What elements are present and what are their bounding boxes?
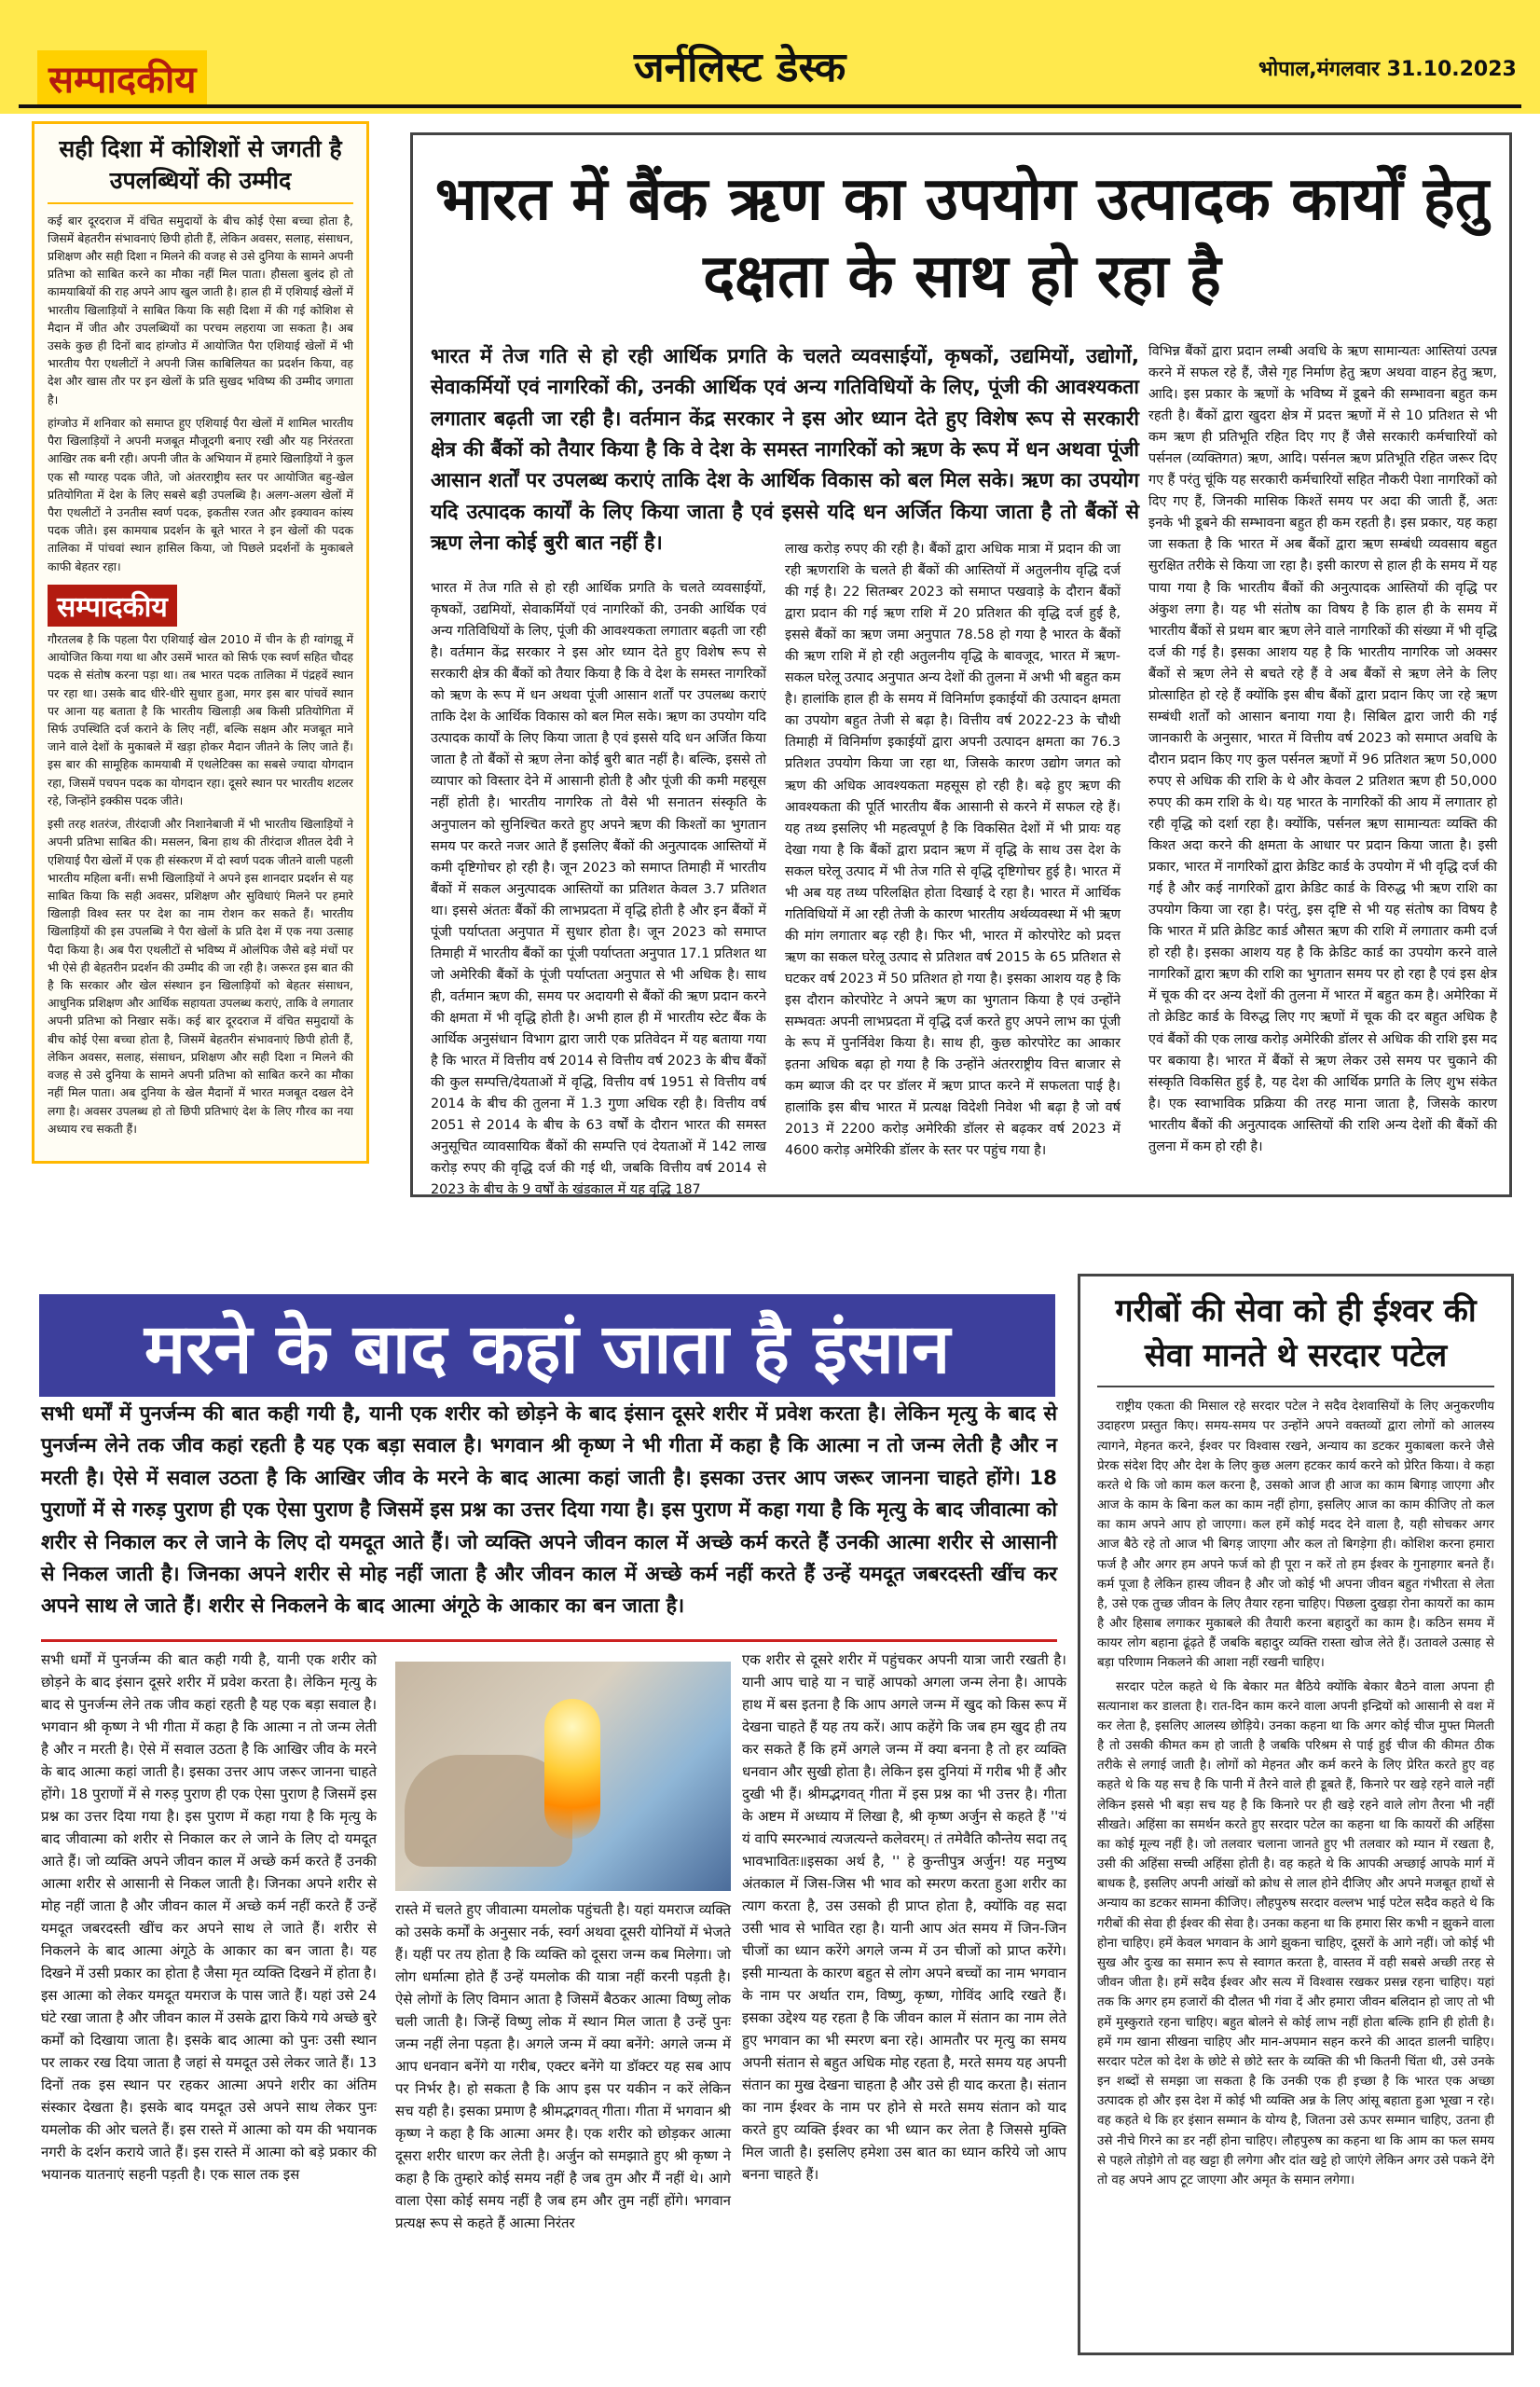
afterlife-column-2: रास्ते में चलते हुए जीवात्मा यमलोक पहुंचती है। यहां यमराज व्यक्ति को उसके कर्मों के अनुसार नर्क, स्वर्ग अथवा दूसरी योनियों में भेजते हैं। यहीं पर तय होता है कि व्यक्ति को दूसरा जन्म कब मिलेगा। जो लोग धर्मात्मा होते हैं उन्हें यमलोक की यात्रा नहीं करनी पड़ती है। ऐसे लोगों के लिए विमान आता है जिसमें बैठकर आत्मा विष्णु लोक चली जाती है। जिन्हें विष्णु लोक में स्थान मिल जाता है उन्हें पुनः जन्म नहीं लेना पड़ता है। अगले जन्म में क्या बनेंगे: अगले जन्म में आप धनवान बनेंगे या गरीब, एक्टर बनेंगे या डॉक्टर यह सब आप पर निर्भर है। हो सकता है कि आप इस पर यकीन न करें लेकिन सच यही है। इसका प्रमाण है श्रीमद्भगवत् गीता। गीता में भगवान श्री कृष्ण ने कहा है कि आत्मा अमर है। एक शरीर को छोड़कर आत्मा दूसरा शरीर धारण कर लेती है। अर्जुन को समझाते हुए श्री कृष्ण ने कहा है कि तुम्हारे कोई समय नहीं है जब तुम और मैं नहीं थे। आगे वाला ऐसा कोई समय नहीं है जब हम और तुम नहीं होंगे। भगवान प्रत्यक्ष रूप से कहते हैं आत्मा निरंतर (395, 1901, 731, 2231)
afterlife-photo (395, 1662, 731, 1891)
patel-title: गरीबों की सेवा को ही ईश्वर की सेवा मानते थे सरदार पटेल (1097, 1290, 1494, 1387)
editorial-paragraph: इसी तरह शतरंज, तीरंदाजी और निशानेबाजी में भी भारतीय खिलाड़ियों ने अपनी प्रतिभा साबित की। मसलन, बिना हाथ की तीरंदाज शीतल देवी ने एशियाई पैरा खेलों में एक ही संस्करण में दो स्वर्ण पदक जीतने वाली पहली भारतीय महिला बनीं। सभी खिलाड़ियों ने अपने इस शानदार प्रदर्शन से यह साबित किया कि सही अवसर, प्रशिक्षण और सुविधाएं मिलने पर हमारे खिलाड़ी विश्व स्तर पर देश का नाम रोशन कर सकते हैं। भारतीय खिलाड़ियों की इस उपलब्धि ने पैरा खेलों के प्रति देश में एक नया उत्साह पैदा किया है। अब पैरा एथलीटों से भविष्य में ओलंपिक जैसे बड़े मंचों पर भी ऐसे ही बेहतरीन प्रदर्शन की उम्मीद की जा रही है। जरूरत इस बात की है कि सरकार और खेल संस्थान इन खिलाड़ियों को बेहतर संसाधन, आधुनिक प्रशिक्षण और आर्थिक सहायता उपलब्ध कराएं, ताकि वे लगातार अपनी प्रतिभा को निखार सकें। कई बार दूरदराज में वंचित समुदायों के बीच कोई ऐसा बच्चा होता है, जिसमें बेहतरीन संभावनाएं छिपी होती हैं, लेकिन अवसर, सलाह, संसाधन, प्रशिक्षण और सही दिशा न मिलने की वजह से उसे दुनिया के सामने अपनी प्रतिभा को साबित करने का मौका नहीं मिल पाता। अब दुनिया के खेल मैदानों में भारत मजबूत दखल देने लगा है। अवसर उपलब्ध हो तो छिपी प्रतिभाएं देश के लिए गौरव का नया अध्याय रच सकती हैं। (48, 817, 353, 1136)
editorial-paragraph: हांग्जोउ में शनिवार को समाप्त हुए एशियाई पैरा खेलों में शामिल भारतीय पैरा खिलाड़ियों ने अपनी मजबूत मौजूदगी बनाए रखी और यह निरंतरता आखिर तक बनी रही। अपनी जीत के अभियान में हमारे खिलाड़ियों ने कुल एक सौ ग्यारह पदक जीते, जो अंतरराष्ट्रीय स्तर पर आयोजित बहु-खेल प्रतियोगिता में देश के लिए सबसे बड़ी उपलब्धि है। अलग-अलग खेलों में पैरा एथलीटों ने उनतीस स्वर्ण पदक, इकतीस रजत और इक्यावन कांस्य पदक जीते। इस कामयाब प्रदर्शन के बूते भारत ने इन खेलों की पदक तालिका में पांचवां स्थान हासिल किया, जो पिछले प्रदर्शनों के मुकाबले काफी बेहतर रहा। (48, 415, 353, 573)
editorial-paragraph: कई बार दूरदराज में वंचित समुदायों के बीच कोई ऐसा बच्चा होता है, जिसमें बेहतरीन संभावनाएं छिपी होती हैं, लेकिन अवसर, सलाह, संसाधन, प्रशिक्षण और सही दिशा न मिलने की वजह से उसे दुनिया के सामने अपनी प्रतिभा को साबित करने का मौका नहीं मिल पाता। हौसला बुलंद हो तो कामयाबियों की राह अपने आप खुल जाती है। हाल ही में एशियाई खेलों में भारतीय खिलाड़ियों ने साबित किया कि सही दिशा में की गई कोशिश से मैदान में जीत और उपलब्धियों का परचम लहराया जा सकता है। अब उसके कुछ ही दिनों बाद हांग्जोउ में आयोजित पैरा एशियाई खेलों में भी भारतीय पैरा एथलीटों ने अपनी जिस काबिलियत का प्रदर्शन किया, वह देश और खास तौर पर इन खेलों के प्रति सुखद भविष्य की उम्मीद जगाता है। (48, 213, 353, 407)
desk-title: जर्नलिस्ट डेस्क (634, 44, 846, 91)
afterlife-banner: मरने के बाद कहां जाता है इंसान (39, 1294, 1055, 1397)
editorial-column (32, 121, 369, 1164)
section-logo: सम्पादकीय (37, 50, 207, 105)
patel-paragraph: सरदार पटेल कहते थे कि बेकार मत बैठिये क्योंकि बेकार बैठने वाला अपना ही सत्यानाश कर डालता है। रात-दिन काम करने वाला अपनी इन्द्रियों को आसानी से वश में कर लेता है, इसलिए आलस्य छोड़िये। उनका कहना था कि अगर कोई चीज मुफ्त मिलती है तो उसकी कीमत कम हो जाती है जबकि परिश्रम से पाई हुई चीज की कीमत ठीक तरीके से लगाई जाती है। लोगों को मेहनत और कर्म करने के लिए प्रेरित करते हुए वह कहते थे कि यह सच है कि पानी में तैरने वाले ही डूबते हैं, किनारे पर खड़े रहने वाले नहीं लेकिन इससे भी बड़ा सच यह है कि किनारे पर ही खड़े रहने वाले लोग तैरना भी नहीं सीखते। अहिंसा का समर्थन करते हुए सरदार पटेल का कहना था कि कायरों की अहिंसा का कोई मूल्य नहीं है। जो तलवार चलाना जानते हुए भी तलवार को म्यान में रखता है, उसी की अहिंसा सच्ची अहिंसा होती है। वह कहते थे कि आपकी अच्छाई आपके मार्ग में बाधक है, इसलिए अपनी आंखों को क्रोध से लाल होने दीजिए और अपने मजबूत हाथों से अन्याय का डटकर सामना कीजिए। लौहपुरुष सरदार वल्लभ भाई पटेल सदैव कहते थे कि गरीबों की सेवा ही ईश्वर की सेवा है। उनका कहना था कि हमारा सिर कभी न झुकने वाला होना चाहिए। हमें केवल भगवान के आगे झुकना चाहिए, दूसरों के आगे नहीं। जो कोई भी सुख और दुःख का समान रूप से स्वागत करता है, वास्तव में वही सबसे अच्छी तरह से जीवन जीता है। हमें सदैव ईश्वर और सत्य में विश्वास रखकर प्रसन्न रहना चाहिए। यहां तक कि अगर हम हजारों की दौलत भी गंवा दें और हमारा जीवन बलिदान हो जाए तो भी हमें मुस्कुराते रहना चाहिए। बहुत बोलने से कोई लाभ नहीं होता बल्कि हानि ही होती है। हमें गम खाना सीखना चाहिए और मान-अपमान सहन करने की आदत डालनी चाहिए। सरदार पटेल को देश के छोटे से छोटे स्तर के व्यक्ति की भी कितनी चिंता थी, उसे उनके इन शब्दों से समझा जा सकता है कि उनकी एक ही इच्छा है कि भारत एक अच्छा उत्पादक हो और इस देश में कोई भी व्यक्ति अन्न के लिए आंसू बहाता हुआ भूखा न रहे। वह कहते थे कि हर इंसान सम्मान के योग्य है, जितना उसे ऊपर सम्मान चाहिए, उतना ही उसे नीचे गिरने का डर नहीं होना चाहिए। लौहपुरुष का कहना था कि आम का फल समय से पहले तोड़ोगे तो वह खट्टा ही लगेगा और दांत खट्टे हो जाएंगे लेकिन अगर उसे पकने देंगे तो वह अपने आप टूट जाएगा और अमृत के समान लगेगा। (1097, 1679, 1494, 2187)
afterlife-lead: सभी धर्मों में पुनर्जन्म की बात कही गयी है, यानी एक शरीर को छोड़ने के बाद इंसान दूसरे शरीर में प्रवेश करता है। लेकिन मृत्यु के बाद से पुनर्जन्म लेने तक जीव कहां रहती है यह एक बड़ा सवाल है। भगवान श्री कृष्ण ने भी गीता में कहा है कि आत्मा न तो जन्म लेती है और न मरती है। ऐसे में सवाल उठता है कि आखिर जीव के मरने के बाद आत्मा कहां जाती है। इसका उत्तर आप जरूर जानना चाहते होंगे। 18 पुराणों में से गरुड़ पुराण ही एक ऐसा पुराण है जिसमें इस प्रश्न का उत्तर दिया गया है। इस पुराण में कहा गया है कि मृत्यु के बाद जीवात्मा को शरीर से निकाल कर ले जाने के लिए दो यमदूत आते हैं। जो व्यक्ति अपने जीवन काल में अच्छे कर्म करते हैं उनकी आत्मा शरीर से आसानी से निकल जाती है। जिनका अपने शरीर से मोह नहीं जाता है और जीवन काल में अच्छे कर्म नहीं करते हैं उन्हें यमदूत जबरदस्ती खींच कर अपने साथ ले जाते हैं। शरीर से निकलने के बाद आत्मा अंगूठे के आकार का बन जाता है। (41, 1402, 1057, 1619)
section-divider (41, 1639, 1057, 1642)
editorial-badge: सम्पादकीय (48, 585, 177, 627)
patel-paragraph: राष्ट्रीय एकता की मिसाल रहे सरदार पटेल ने सदैव देशवासियों के लिए अनुकरणीय उदाहरण प्रस्तुत किए। समय-समय पर उन्होंने अपने वक्तव्यों द्वारा लोगों को आलस्य त्यागने, मेहनत करने, ईश्वर पर विश्वास रखने, अन्याय का डटकर मुकाबला करने जैसे प्रेरक संदेश दिए और देश के लिए कुछ अलग हटकर कार्य करने को प्रेरित किया। वे कहा करते थे कि जो काम कल करना है, उसको आज ही आज का काम बिगाड़ जाएगा और आज के काम के बिना कल का काम नहीं होगा, इसलिए आज का काम कीजिए तो कल का काम अपने आप हो जाएगा। कल हमें कोई मदद देने वाला है, यही सोचकर अगर आज बैठे रहे तो आज भी बिगड़ जाएगा और कल तो बिगड़ेगा ही। कोशिश करना हमारा फर्ज है और अगर हम अपने फर्ज को ही पूरा न करें तो हम ईश्वर के गुनाहगार बनते हैं। कर्म पूजा है लेकिन हास्य जीवन है और जो कोई भी अपना जीवन बहुत गंभीरता से लेता है, उसे एक तुच्छ जीवन के लिए तैयार रहना चाहिए। पिछला दुखड़ा रोना कायरों का काम है और हिसाब लगाकर मुकाबले की तैयारी करना बहादुरों का काम है। कठिन समय में कायर लोग बहाना ढूंढ़ते हैं जबकि बहादुर व्यक्ति रास्ता खोज लेते हैं। उतावले उत्साह से बड़ा परिणाम निकलने की आशा नहीं रखनी चाहिए। (1097, 1400, 1494, 1671)
editorial-paragraph: गौरतलब है कि पहला पैरा एशियाई खेल 2010 में चीन के ही ग्वांगझू में आयोजित किया गया था और उसमें भारत को सिर्फ एक स्वर्ण सहित चौदह पदक से संतोष करना पड़ा था। तब भारत पदक तालिका में पंद्रहवें स्थान पर रहा था। उसके बाद धीरे-धीरे सुधार हुआ, मगर इस बार पांचवें स्थान पर आना यह बताता है कि भारतीय खिलाड़ी अब किसी प्रतियोगिता में सिर्फ उपस्थिति दर्ज कराने के लिए नहीं, बल्कि सक्षम और मजबूत माने जाने वाले देशों के मुकाबले में खड़ा होकर मैदान जीतने के लिए जाते हैं। इस बार की सामूहिक कामयाबी में एथलेटिक्स का सबसे ज्यादा योगदान रहा, जिसमें पचपन पदक का योगदान रहा। दूसरे स्थान पर भारतीय शटलर रहे, जिन्होंने इक्कीस पदक जीते। (48, 631, 353, 807)
afterlife-column-3: एक शरीर से दूसरे शरीर में पहुंचकर अपनी यात्रा जारी रखती है। यानी आप चाहे या न चाहें आपको अगला जन्म लेना है। आपके हाथ में बस इतना है कि आप अगले जन्म में खुद को किस रूप में देखना चाहते हैं यह तय करें। आप कहेंगे कि जब हम खुद ही तय कर सकते हैं कि हमें अगले जन्म में क्या बनना है तो हर व्यक्ति धनवान और सुखी होता है। लेकिन इस दुनियां में गरीब भी हैं और दुखी भी हैं। श्रीमद्भगवत् गीता में इस प्रश्न का भी उत्तर है। गीता के अष्टम में अध्याय में लिखा है, श्री कृष्ण अर्जुन से कहते हैं ''यं यं वापि स्मरन्भावं त्यजत्यन्ते कलेवरम्। तं तमेवैति कौन्तेय सदा तद् भावभावितः॥इसका अर्थ है, '' हे कुन्तीपुत्र अर्जुन! यह मनुष्य अंतकाल में जिस-जिस भी भाव को स्मरण करता हुआ शरीर का त्याग करता है, उस उसको ही प्राप्त होता है, क्योंकि वह सदा उसी भाव से भावित रहा है। यानी आप अंत समय में जिन-जिन चीजों का ध्यान करेंगे अगले जन्म में उन चीजों को प्राप्त करेंगे। इसी मान्यता के कारण बहुत से लोग अपने बच्चों का नाम भगवान के नाम पर अर्थात राम, विष्णु, कृष्ण, गोविंद आदि रखते हैं। इसका उद्देश्य यह रहता है कि जीवन काल में संतान का नाम लेते हुए भगवान का भी स्मरण बना रहे। आमतौर पर मृत्यु का समय अपनी संतान से बहुत अधिक मोह रहता है, मरते समय यह अपनी संतान का मुख देखना चाहता है और उसे ही याद करता है। संतान का नाम ईश्वर के नाम पर होने से मरते समय संतान को याद करते हुए व्यक्ति ईश्वर का भी ध्यान कर लेता है जिससे मुक्ति मिल जाती है। इसलिए हमेशा उस बात का ध्यान करिये जो आप बनना चाहते हैं। (742, 1651, 1066, 2183)
editorial-title: सही दिशा में कोशिशों से जगती है उपलब्धियों की उम्मीद (48, 133, 353, 204)
main-column-1: भारत में तेज गति से हो रही आर्थिक प्रगति के चलते व्यवसाईयों, कृषकों, उद्यमियों, सेवाकर्मियों एवं नागरिकों की, उनकी आर्थिक एवं अन्य गतिविधियों के लिए, पूंजी की आवश्यकता लगातार बढ़ती जा रही है। वर्तमान केंद्र सरकार ने इस ओर ध्यान देते हुए विशेष रूप से सरकारी क्षेत्र की बैंकों को तैयार किया है कि वे देश के समस्त नागरिकों को ऋण के रूप में धन अथवा पूंजी आसान शर्तों पर उपलब्ध कराएं ताकि देश के आर्थिक विकास को बल मिल सके। ऋण का उपयोग यदि उत्पादक कार्यों के लिए किया जाता है एवं इससे यदि धन अर्जित किया जाता है तो बैंकों से ऋण लेना कोई बुरी बात नहीं है। बल्कि, इससे तो व्यापार को विस्तार देने में आसानी होती है और पूंजी की कमी महसूस नहीं होती है। भारतीय नागरिक तो वैसे भी सनातन संस्कृति के अनुपालन को सुनिश्चित करते हुए अपने ऋण की किश्तों का भुगतान समय पर करते नजर आते हैं इसलिए बैंकों की अनुत्पादक आस्तियों में कमी दृष्टिगोचर हो रही है। जून 2023 को समाप्त तिमाही में भारतीय बैंकों में सकल अनुत्पादक आस्तियों का प्रतिशत केवल 3.7 प्रतिशत था। इससे अंततः बैंकों की लाभप्रदता में वृद्धि होती है और इन बैंकों में पूंजी पर्याप्तता अनुपात में सुधार होता है। जून 2023 को समाप्त तिमाही में भारतीय बैंकों का पूंजी पर्याप्तता अनुपात 17.1 प्रतिशत था जो अमेरिकी बैंकों के पूंजी पर्याप्तता अनुपात से भी अधिक है। साथ ही, वर्तमान ऋण की, समय पर अदायगी से बैंकों की ऋण प्रदान करने की क्षमता में भी वृद्धि होती है। अभी हाल ही में भारतीय स्टेट बैंक के आर्थिक अनुसंधान विभाग द्वारा जारी एक प्रतिवेदन में यह बताया गया है कि भारत में वित्तीय वर्ष 2014 से वित्तीय वर्ष 2023 के बीच बैंकों की कुल सम्पत्ति/देयताओं में वृद्धि, वित्तीय वर्ष 1951 से वित्तीय वर्ष 2014 के बीच की तुलना में 1.3 गुणा अधिक रही है। वित्तीय वर्ष 2051 से 2014 के बीच के 63 वर्षों के दौरान भारत की समस्त अनुसूचित व्यावसायिक बैंकों की सम्पत्ति एवं देयताओं में 142 लाख करोड़ रुपए की वृद्धि दर्ज की गई थी, जबकि वित्तीय वर्ष 2014 से 2023 के बीच के 9 वर्षों के खंडकाल में यह वृद्धि 187 (431, 581, 766, 1198)
afterlife-column-1: सभी धर्मों में पुनर्जन्म की बात कही गयी है, यानी एक शरीर को छोड़ने के बाद इंसान दूसरे शरीर में प्रवेश करता है। लेकिन मृत्यु के बाद से पुनर्जन्म लेने तक जीव कहां रहती है यह एक बड़ा सवाल है। भगवान श्री कृष्ण ने भी गीता में कहा है कि आत्मा न तो जन्म लेती है और न मरती है। ऐसे में सवाल उठता है कि आखिर जीव के मरने के बाद आत्मा कहां जाती है। इसका उत्तर आप जरूर जानना चाहते होंगे। 18 पुराणों में से गरुड़ पुराण ही एक ऐसा पुराण है जिसमें इस प्रश्न का उत्तर दिया गया है। इस पुराण में कहा गया है कि मृत्यु के बाद जीवात्मा को शरीर से निकाल कर ले जाने के लिए दो यमदूत आते हैं। जो व्यक्ति अपने जीवन काल में अच्छे कर्म करते हैं उनकी आत्मा शरीर से आसानी से निकल जाती है। जिनका अपने शरीर से मोह नहीं जाता है और जीवन काल में अच्छे कर्म नहीं करते हैं उन्हें यमदूत जबरदस्ती खींच कर अपने साथ ले जाते हैं। शरीर से निकलने के बाद आत्मा अंगूठे के आकार का बन जाता है। यह दिखने में उसी प्रकार का होता है जैसा मृत व्यक्ति दिखने में होता है। इस आत्मा को लेकर यमदूत यमराज के पास जाते हैं। यहां उसे 24 घंटे रखा जाता है और जीवन काल में उसके द्वारा किये गये अच्छे बुरे कर्मों को दिखाया जाता है। इसके बाद आत्मा को पुनः उसी स्थान पर लाकर रख दिया जाता है जहां से यमदूत उसे लेकर जाते हैं। 13 दिनों तक इस स्थान पर रहकर आत्मा अपने शरीर का अंतिम संस्कार देखता है। इसके बाद यमदूत उसे अपने साथ लेकर पुनः यमलोक की ओर चलते हैं। इस रास्ते में आत्मा को यम की भयानक नगरी के दर्शन कराये जाते हैं। इस रास्ते में आत्मा को बड़े प्रकार की भयानक यातनाएं सहनी पड़ती है। एक साल तक इस (41, 1651, 377, 2183)
main-headline: भारत में बैंक ऋण का उपयोग उत्पादक कार्यों हेतु दक्षता के साथ हो रहा है (434, 164, 1490, 312)
dateline: भोपाल,मंगलवार 31.10.2023 (1258, 58, 1517, 81)
main-lead: भारत में तेज गति से हो रही आर्थिक प्रगति के चलते व्यवसाईयों, कृषकों, उद्यमियों, उद्योगों, सेवाकर्मियों एवं नागरिकों की, उनकी आर्थिक एवं अन्य गतिविधियों के लिए, पूंजी की आवश्यकता लगातार बढ़ती जा रही है। वर्तमान केंद्र सरकार ने इस ओर ध्यान देते हुए विशेष रूप से सरकारी क्षेत्र की बैंकों को तैयार किया है कि वे देश के समस्त नागरिकों को ऋण के रूप में धन अथवा पूंजी आसान शर्तों पर उपलब्ध कराएं ताकि देश के आर्थिक विकास को बल मिल सके। ऋण का उपयोग यदि उत्पादक कार्यों के लिए किया जाता है एवं इससे यदि धन अर्जित किया जाता है तो बैंकों से ऋण लेना कोई बुरी बात नहीं है। (431, 345, 1139, 555)
masthead-rule (19, 104, 1521, 108)
main-column-2: लाख करोड़ रुपए की रही है। बैंकों द्वारा अधिक मात्रा में प्रदान की जा रही ऋणराशि के चलते ही बैंकों की आस्तियों में अतुलनीय वृद्धि दर्ज की गई है। 22 सितम्बर 2023 को समाप्त पखवाड़े के दौरान बैंकों द्वारा प्रदान की गई ऋण राशि में 20 प्रतिशत की वृद्धि दर्ज हुई है, इससे बैंकों का ऋण जमा अनुपात 78.58 हो गया है भारत के बैंकों की ऋण राशि में हो रही अतुलनीय वृद्धि के बावजूद, भारत में ऋण-सकल घरेलू उत्पाद अनुपात अन्य देशों की तुलना में अभी भी बहुत कम है। हालांकि हाल ही के समय में विनिर्माण इकाईयों की उत्पादन क्षमता का उपयोग बहुत तेजी से बढ़ा है। वित्तीय वर्ष 2022-23 के चौथी तिमाही में विनिर्माण इकाईयों द्वारा अपनी उत्पादन क्षमता का 76.3 प्रतिशत उपयोग किया जा रहा था, जिसके कारण उद्योग जगत को ऋण की अधिक आवश्यकता महसूस हो रही है। बढ़े हुए ऋण की आवश्यकता की पूर्ति भारतीय बैंक आसानी से करने में सफल रहे हैं। यह तथ्य इसलिए भी महत्वपूर्ण है कि विकसित देशों में भी प्रायः यह देखा गया है कि बैंकों द्वारा प्रदान ऋण में वृद्धि के साथ उस देश के सकल घरेलू उत्पाद में भी तेज गति से वृद्धि दृष्टिगोचर हुई है। भारत में भी अब यह तथ्य परिलक्षित होता दिखाई दे रहा है। भारत में आर्थिक गतिविधियों में आ रही तेजी के कारण भारतीय अर्थव्यवस्था में भी ऋण की मांग लगातार बढ़ रही है। फिर भी, भारत में कोरपोरेट को प्रदत्त ऋण का सकल घरेलू उत्पाद से प्रतिशत वर्ष 2015 के 65 प्रतिशत से घटकर वर्ष 2023 में 50 प्रतिशत हो गया है। इसका आशय यह है कि इस दौरान कोरपोरेट ने अपने ऋण का भुगतान किया है एवं उन्होंने सम्भवतः अपनी लाभप्रदता में वृद्धि दर्ज करते हुए अपने लाभ का पूंजी के रूप में पुनर्निवेश किया है। साथ ही, कुछ कोरपोरेट का आकार इतना अधिक बढ़ा हो गया है कि उन्होंने अंतरराष्ट्रीय वित्त बाजार से कम ब्याज की दर पर डॉलर में ऋण प्राप्त करने में सफलता पाई है। हालांकि इस बीच भारत में प्रत्यक्ष विदेशी निवेश भी बढ़ा है जो वर्ष 2013 में 2200 करोड़ अमेरिकी डॉलर से बढ़कर वर्ष 2023 में 4600 करोड़ अमेरिकी डॉलर के स्तर पर पहुंच गया है। (785, 542, 1121, 1159)
glowing-figure (544, 1699, 600, 1839)
main-column-3: विभिन्न बैंकों द्वारा प्रदान लम्बी अवधि के ऋण सामान्यतः आस्तियां उत्पन्न करने में सफल रहे हैं, जैसे गृह निर्माण हेतु ऋण अथवा वाहन हेतु ऋण, आदि। इस प्रकार के ऋणों के भविष्य में डूबने की सम्भावना बहुत कम रहती है। बैंकों द्वारा खुदरा क्षेत्र में प्रदत्त ऋणों में से 10 प्रतिशत से भी कम ऋण ही प्रतिभूति रहित दिए गए हैं जैसे सरकारी कर्मचारियों को पर्सनल (व्यक्तिगत) ऋण, आदि। पर्सनल ऋण प्रतिभूति रहित जरूर दिए गए हैं परंतु चूंकि यह सरकारी कर्मचारियों सहित नौकरी पेशा नागरिकों को दिए गए हैं, जिनकी मासिक किश्तें समय पर अदा की जाती हैं, अतः इनके भी डूबने की सम्भावना बहुत ही कम रहती है। इस प्रकार, यह कहा जा सकता है कि भारत में अब बैंकों द्वारा ऋण सम्बंधी व्यवसाय बहुत सुरक्षित तरीके से किया जा रहा है। इसी कारण से हाल ही के समय में यह पाया गया है कि भारतीय बैंकों की अनुत्पादक आस्तियों की वृद्धि पर अंकुश लगा है। यह भी संतोष का विषय है कि हाल ही के समय में भारतीय बैंकों से प्रथम बार ऋण लेने वाले नागरिकों की संख्या में भी वृद्धि दर्ज की गई है। इसका आशय यह है कि भारतीय नागरिक जो अक्सर बैंकों से ऋण लेने से बचते रहे हैं वे अब बैंकों से ऋण लेने के लिए प्रोत्साहित हो रहे हैं क्योंकि इस बीच बैंकों द्वारा प्रदान किए जा रहे ऋण सम्बंधी शर्तों को आसान बनाया गया है। सिबिल द्वारा जारी की गई जानकारी के अनुसार, भारत में वित्तीय वर्ष 2023 को समाप्त अवधि के दौरान प्रदान किए गए कुल पर्सनल ऋणों में 96 प्रतिशत ऋण 50,000 रुपए से अधिक की राशि के थे और केवल 2 प्रतिशत ऋण ही 50,000 रुपए की कम राशि के थे। यह भारत के नागरिकों की आय में लगातार हो रही वृद्धि को दर्शा रहा है। क्योंकि, पर्सनल ऋण सामान्यतः व्यक्ति की किश्त अदा करने की क्षमता के आधार पर प्रदान किया जाता है। इसी प्रकार, भारत में नागरिकों द्वारा क्रेडिट कार्ड के उपयोग में भी वृद्धि दर्ज की गई है और कई नागरिकों द्वारा क्रेडिट कार्ड के विरुद्ध भी ऋण राशि का उपयोग किया जा रहा है। परंतु, इस दृष्टि से भी यह संतोष का विषय है कि भारत में प्रति क्रेडिट कार्ड औसत ऋण की राशि में लगातार कमी दर्ज हो रही है। इसका आशय यह है कि क्रेडिट कार्ड का उपयोग करने वाले नागरिकों द्वारा ऋण की राशि का भुगतान समय पर हो रहा है एवं इस क्षेत्र में चूक की दर अन्य देशों की तुलना में भारत में बहुत कम है। अमेरिका में तो क्रेडिट कार्ड के विरुद्ध लिए गए ऋणों में चूक की दर बहुत अधिक है एवं बैंकों की एक लाख करोड़ अमेरिकी डॉलर से अधिक की राशि इस मद पर बकाया है। भारत में बैंकों से ऋण लेकर उसे समय पर चुकाने की संस्कृति विकसित हुई है, यह देश की आर्थिक प्रगति के लिए शुभ संकेत है। एक स्वाभाविक प्रक्रिया की तरह माना जाता है, जिसके कारण भारतीय बैंकों की अनुत्पादक आस्तियों की राशि अन्य देशों की बैंकों की तुलना में कम हो रही है। (1148, 344, 1497, 1154)
patel-article (1078, 1274, 1514, 2355)
